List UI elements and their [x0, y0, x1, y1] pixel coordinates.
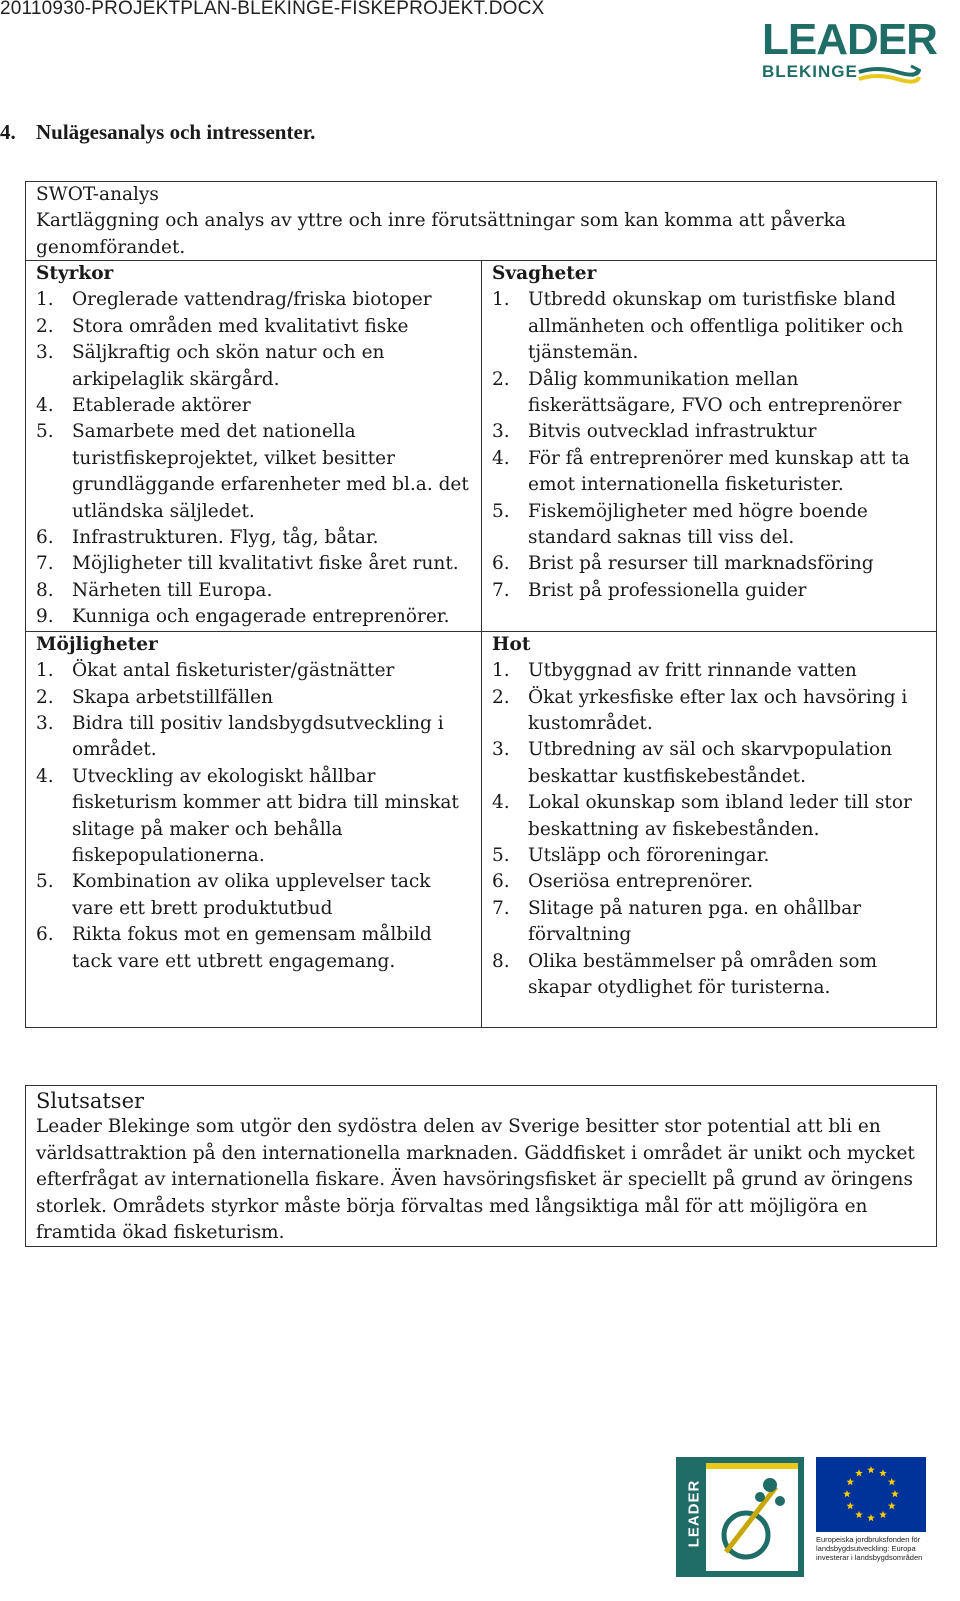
weaknesses-list: [492, 287, 926, 604]
strengths-item: [36, 578, 471, 604]
strengths-cell: [26, 261, 482, 632]
weaknesses-item: [492, 367, 926, 420]
item-number: 3.: [492, 421, 510, 443]
item-text: Bitvis outvecklad infrastruktur: [528, 421, 817, 443]
threats-item: [492, 949, 926, 1002]
logo-region: BLEKINGE: [762, 62, 858, 81]
strengths-item: [36, 551, 471, 577]
swot-description: Kartläggning och analys av yttre och inre förutsättningar som kan komma att påverka genomförandet.: [36, 210, 846, 258]
threats-item: [492, 843, 926, 869]
opportunities-item: [36, 658, 471, 684]
item-text: Närheten till Europa.: [72, 579, 273, 601]
eu-star-icon: [843, 1490, 851, 1497]
item-number: 4.: [492, 792, 510, 814]
item-number: 8.: [492, 950, 510, 972]
conclusions-text: Leader Blekinge som utgör den sydöstra delen av Sverige besitter stor potential att bli en världsattraktion på den internationella marknaden. Gäddfisket i området är unikt och mycket efterfrågat av internationella fiskare. Även havsöringsfisket är speciellt på grund av öringens storlek. Områdets styrkor måste börja förvaltas med långsiktiga mål för att möjligöra en framtida ökad fisketurism.: [36, 1116, 915, 1244]
item-text: Slitage på naturen pga. en ohållbar förvaltning: [528, 897, 862, 946]
eu-star-icon: [846, 1478, 854, 1485]
opportunities-cell: [26, 631, 482, 1027]
item-text: För få entreprenörer med kunskap att ta emot internationella fisketurister.: [528, 447, 910, 496]
item-text: Etablerade aktörer: [72, 395, 251, 417]
item-text: Säljkraftig och skön natur och en arkipelaglik skärgård.: [72, 342, 385, 390]
item-text: Dålig kommunikation mellan fiskerättsägare, FVO och entreprenörer: [528, 368, 902, 417]
threats-item: [492, 658, 926, 684]
item-number: 2.: [492, 686, 510, 708]
eu-star-icon: [855, 1511, 863, 1518]
strengths-list: [36, 287, 471, 630]
document-filename: 20110930-PROJEKTPLAN-BLEKINGE-FISKEPROJEKT.DOCX: [0, 0, 545, 19]
threats-item: [492, 685, 926, 738]
opportunities-item: [36, 922, 471, 975]
item-text: Möjligheter till kvalitativt fiske året runt.: [72, 553, 459, 575]
conclusions-title: Slutsatser: [36, 1089, 145, 1113]
item-text: Brist på professionella guider: [528, 579, 807, 601]
swot-table: [25, 181, 937, 1028]
opportunities-item: [36, 685, 471, 711]
leader-footer-logo: [676, 1457, 804, 1577]
logo-wave-icon: [857, 64, 921, 88]
weaknesses-item: [492, 551, 926, 577]
conclusions-box: [25, 1085, 937, 1247]
item-number: 7.: [36, 553, 54, 575]
strengths-item: [36, 314, 471, 340]
item-number: 5.: [492, 844, 510, 866]
swot-heading: SWOT-analys: [36, 184, 159, 205]
threats-cell: [482, 631, 937, 1027]
weaknesses-cell: [482, 261, 937, 632]
eu-star-icon: [879, 1511, 887, 1518]
item-text: Rikta fokus mot en gemensam målbild tack vare ett utbrett engagemang.: [72, 924, 432, 972]
opportunities-item: [36, 711, 471, 764]
opportunities-title: Möjligheter: [36, 633, 158, 655]
strengths-title: Styrkor: [36, 263, 114, 284]
item-text: Stora områden med kvalitativt fiske: [72, 315, 409, 337]
leader-vertical-text: LEADER: [685, 1479, 703, 1548]
item-text: Bidra till positiv landsbygdsutveckling i området.: [72, 712, 444, 761]
strengths-item: [36, 287, 471, 313]
item-text: Fiskemöjligheter med högre boende standard saknas till viss del.: [528, 500, 868, 549]
logo-word: LEADER: [762, 15, 937, 64]
item-text: Kombination av olika upplevelser tack vare ett brett produktutbud: [72, 871, 431, 919]
item-number: 1.: [492, 660, 510, 682]
weaknesses-item: [492, 419, 926, 445]
opportunities-list: [36, 658, 471, 975]
item-number: 3.: [36, 342, 54, 364]
strengths-item: [36, 419, 471, 525]
strengths-item: [36, 604, 471, 630]
item-number: 2.: [36, 315, 54, 337]
item-number: 6.: [492, 871, 510, 893]
item-text: Skapa arbetstillfällen: [72, 686, 274, 708]
threats-list: [492, 658, 926, 1001]
leader-blekinge-logo: [762, 15, 937, 94]
item-text: Brist på resurser till marknadsföring: [528, 553, 874, 575]
eu-star-icon: [888, 1478, 896, 1485]
item-number: 9.: [36, 606, 54, 628]
item-number: 4.: [36, 765, 54, 787]
item-number: 7.: [492, 579, 510, 601]
item-number: 1.: [492, 289, 510, 311]
threats-item: [492, 869, 926, 895]
item-text: Infrastrukturen. Flyg, tåg, båtar.: [72, 527, 379, 549]
item-number: 6.: [36, 924, 54, 946]
item-text: Ökat antal fisketurister/gästnätter: [72, 660, 395, 682]
threats-item: [492, 896, 926, 949]
opportunities-item: [36, 869, 471, 922]
eu-star-icon: [867, 1514, 875, 1521]
item-number: 5.: [36, 421, 54, 443]
eu-star-icon: [888, 1502, 896, 1509]
item-text: Utbyggnad av fritt rinnande vatten: [528, 660, 857, 682]
eu-star-icon: [891, 1490, 899, 1497]
strengths-item: [36, 525, 471, 551]
item-number: 4.: [36, 395, 54, 417]
weaknesses-title: Svagheter: [492, 263, 597, 284]
item-text: Utbredning av säl och skarvpopulation beskattar kustfiskebeståndet.: [528, 739, 893, 787]
item-number: 4.: [492, 447, 510, 469]
item-number: 1.: [36, 289, 54, 311]
eu-flag: [816, 1457, 926, 1532]
item-number: 7.: [492, 897, 510, 919]
item-text: Samarbete med det nationella turistfiskeprojektet, vilket besitter grundläggande erfarenheter med bl.a. det utländska säljledet.: [72, 421, 469, 522]
eu-caption: Europeiska jordbruksfonden för landsbygdsutveckling: Europa investerar i landsbygdsområden: [816, 1535, 923, 1562]
item-text: Olika bestämmelser på områden som skapar otydlighet för turisterna.: [528, 950, 878, 998]
threats-item: [492, 737, 926, 790]
weaknesses-item: [492, 287, 926, 366]
item-number: 6.: [36, 527, 54, 549]
item-number: 3.: [492, 739, 510, 761]
item-text: Utsläpp och föroreningar.: [528, 844, 770, 866]
weaknesses-item: [492, 499, 926, 552]
item-number: 6.: [492, 553, 510, 575]
footer-logos: [676, 1457, 926, 1587]
item-text: Oreglerade vattendrag/friska biotoper: [72, 289, 432, 311]
item-number: 2.: [492, 368, 510, 390]
item-number: 2.: [36, 686, 54, 708]
item-text: Utbredd okunskap om turistfiske bland allmänheten och offentliga politiker och tjänstemän.: [528, 289, 904, 364]
eu-star-icon: [855, 1469, 863, 1476]
item-text: Kunniga och engagerade entreprenörer.: [72, 606, 450, 628]
item-text: Lokal okunskap som ibland leder till stor beskattning av fiskebestånden.: [528, 792, 912, 840]
item-number: 5.: [492, 500, 510, 522]
threats-title: Hot: [492, 633, 531, 655]
opportunities-item: [36, 764, 471, 870]
section-heading: [0, 120, 315, 145]
item-number: 3.: [36, 712, 54, 734]
item-text: Oseriösa entreprenörer.: [528, 871, 754, 893]
eu-star-icon: [846, 1502, 854, 1509]
strengths-item: [36, 393, 471, 419]
eu-star-icon: [867, 1466, 875, 1473]
threats-item: [492, 790, 926, 843]
item-number: 5.: [36, 871, 54, 893]
eu-star-icon: [879, 1469, 887, 1476]
item-text: Utveckling av ekologiskt hållbar fisketurism kommer att bidra till minskat slitage på maker och behålla fiskepopulationerna.: [72, 765, 459, 866]
weaknesses-item: [492, 446, 926, 499]
swot-header-cell: [26, 182, 937, 261]
section-number: 4.: [0, 120, 16, 144]
item-number: 1.: [36, 660, 54, 682]
item-text: Ökat yrkesfiske efter lax och havsöring i kustområdet.: [528, 686, 908, 734]
section-title: Nulägesanalys och intressenter.: [36, 120, 316, 144]
strengths-item: [36, 340, 471, 393]
weaknesses-item: [492, 578, 926, 604]
item-number: 8.: [36, 579, 54, 601]
eu-stars-icon: [816, 1457, 926, 1532]
